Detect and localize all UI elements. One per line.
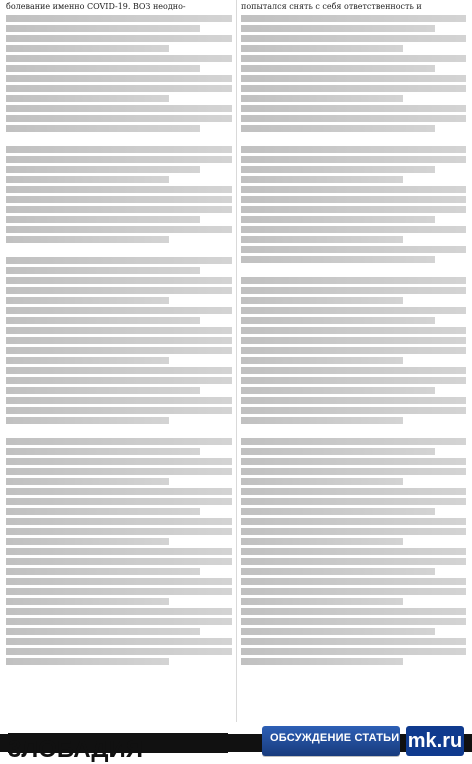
discussion-button[interactable] (262, 726, 400, 756)
column-divider (236, 0, 237, 722)
next-article-heading: 3ЛОБАДИЯ (8, 736, 144, 763)
right-column-first-text: попытался снять с себя ответственность и (241, 2, 422, 11)
footer-band (0, 722, 472, 764)
mk-brand-logo[interactable]: mk.ru (406, 726, 464, 756)
article-column-left (6, 0, 232, 722)
discussion-button-label: ОБСУЖДЕНИЕ СТАТЬИ (270, 732, 400, 744)
left-column-first-text: болевание именно COVID-19. ВОЗ неодно- (6, 2, 186, 11)
article-column-right (241, 0, 466, 722)
